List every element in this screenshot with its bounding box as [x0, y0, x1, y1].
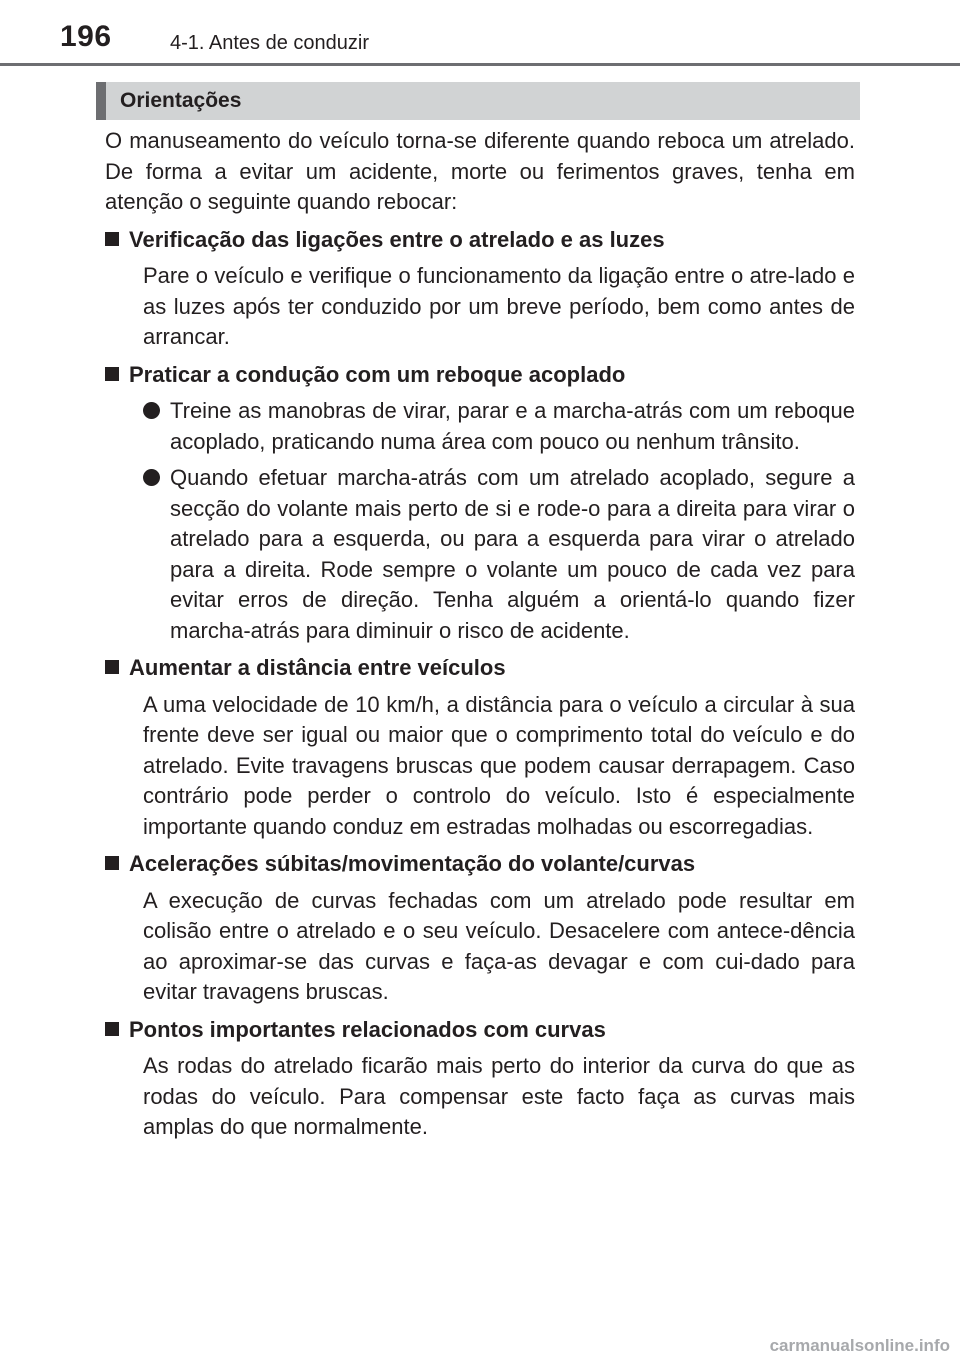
- topic-body: Pare o veículo e verifique o funcionamento da ligação entre o atre-lado e as luzes após ter conduzido por um breve período, bem como antes de arrancar.: [143, 263, 855, 349]
- square-bullet-icon: [105, 367, 119, 381]
- topic-distance: [105, 653, 855, 842]
- topic-practice: [105, 360, 855, 647]
- list-item-text: Quando efetuar marcha-atrás com um atrelado acoplado, segure a secção do volante mais perto de si e rode-o para a direita para virar o atrelado para a esquerda, ou para a esquerda para virar o atrelado para a direita. Rode sempre o volante um pouco de cada vez para evitar erros de direção. Tenha alguém a orientá-lo quando fizer marcha-atrás para diminuir o risco de acidente.: [170, 465, 855, 643]
- topic-body: A execução de curvas fechadas com um atrelado pode resultar em colisão entre o atrelado e o seu veículo. Desacelere com antece-dência ao aproximar-se das curvas e faça-as devagar e com cui-dado para evitar travagens bruscas.: [143, 887, 855, 1004]
- topic-body: As rodas do atrelado ficarão mais perto do interior da curva do que as rodas do veículo. Para compensar este facto faça as curvas mais amplas do que normalmente.: [143, 1053, 855, 1139]
- section-title: Orientações: [120, 89, 242, 112]
- section-reference: 4-1. Antes de conduzir: [170, 32, 370, 54]
- topic-connections: [105, 225, 855, 353]
- page-header: [0, 0, 960, 70]
- header-divider: [0, 63, 960, 66]
- intro-paragraph: O manuseamento do veículo torna-se diferente quando reboca um atrelado. De forma a evitar um acidente, morte ou ferimentos graves, tenha em atenção o seguinte quando rebocar:: [105, 128, 855, 214]
- topic-heading: [105, 653, 855, 684]
- square-bullet-icon: [105, 1022, 119, 1036]
- page-number: 196: [60, 20, 112, 53]
- topic-acceleration: [105, 849, 855, 1008]
- watermark: carmanualsonline.info: [769, 1336, 950, 1355]
- list-item-text: Treine as manobras de virar, parar e a marcha-atrás com um reboque acoplado, praticando numa área com pouco ou nenhum trânsito.: [170, 398, 855, 454]
- topic-heading: [105, 225, 855, 256]
- square-bullet-icon: [105, 660, 119, 674]
- topic-title: Praticar a condução com um reboque acoplado: [129, 361, 626, 387]
- topic-title: Pontos importantes relacionados com curvas: [129, 1016, 606, 1042]
- list-item: [143, 396, 855, 457]
- topic-title: Aumentar a distância entre veículos: [129, 655, 506, 680]
- circle-bullet-icon: [143, 469, 160, 486]
- topic-body: A uma velocidade de 10 km/h, a distância para o veículo a circular à sua frente deve ser igual ou maior que o comprimento total do veículo e do atrelado. Evite travagens bruscas que podem causar derrapagem. Caso contrário pode perder o controlo do veículo. Isto é especialmente importante quando conduz em estradas molhadas ou escorregadias.: [143, 691, 855, 839]
- page-content: [105, 126, 855, 1150]
- topic-title: Acelerações súbitas/movimentação do volante/curvas: [129, 851, 696, 876]
- square-bullet-icon: [105, 856, 119, 870]
- topic-heading: [105, 360, 855, 391]
- circle-bullet-icon: [143, 402, 160, 419]
- topic-heading: [105, 1015, 855, 1046]
- topic-curves: [105, 1015, 855, 1143]
- section-heading-bar: [96, 82, 860, 120]
- topic-heading: [105, 849, 855, 880]
- list-item: [143, 463, 855, 646]
- square-bullet-icon: [105, 232, 119, 246]
- topic-title: Verificação das ligações entre o atrelado e as luzes: [129, 226, 665, 252]
